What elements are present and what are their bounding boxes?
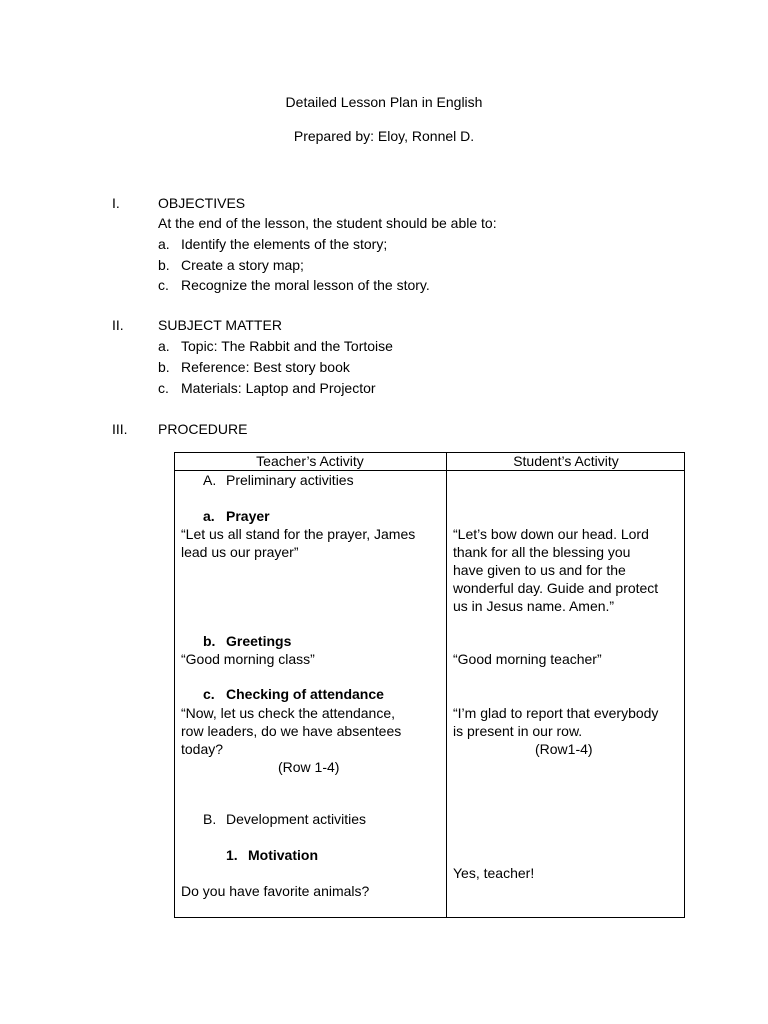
list-item: Identify the elements of the story; <box>181 236 388 252</box>
attendance-text: “Now, let us check the attendance, row leaders, do we have absentees today? <box>181 705 402 757</box>
attendance-note: (Row 1-4) <box>278 759 340 775</box>
motivation-response: Yes, teacher! <box>453 865 535 881</box>
motivation-heading: Motivation <box>248 847 318 863</box>
list-marker: c. <box>158 277 169 293</box>
teacher-activity-header: Teacher’s Activity <box>256 453 364 469</box>
section-numeral: I. <box>112 195 120 211</box>
list-item: Recognize the moral lesson of the story. <box>181 277 430 293</box>
section-heading: PROCEDURE <box>158 421 248 437</box>
greetings-heading: Greetings <box>226 633 292 649</box>
list-item: Topic: The Rabbit and the Tortoise <box>181 338 393 354</box>
list-marker: c. <box>158 380 169 396</box>
prayer-response: “Let’s bow down our head. Lord thank for all the blessing you have given to us and for the wonderful day. Guide and protect us in Jesus name. Amen.” <box>453 526 659 614</box>
list-marker: a. <box>158 338 170 354</box>
prayer-text: “Let us all stand for the prayer, James lead us our prayer” <box>181 526 416 560</box>
list-marker: b. <box>158 359 170 375</box>
objectives-intro: At the end of the lesson, the student should be able to: <box>158 215 497 231</box>
section-heading: OBJECTIVES <box>158 195 246 211</box>
list-marker: b. <box>203 633 216 649</box>
section-numeral: II. <box>112 317 124 333</box>
attendance-heading: Checking of attendance <box>226 686 384 702</box>
document-title: Detailed Lesson Plan in English <box>285 94 483 110</box>
column-divider <box>446 452 447 918</box>
list-marker: a. <box>158 236 170 252</box>
list-marker: a. <box>203 508 215 524</box>
section-heading: SUBJECT MATTER <box>158 317 282 333</box>
list-item: Materials: Laptop and Projector <box>181 380 376 396</box>
list-marker: B. <box>203 811 217 827</box>
greetings-response: “Good morning teacher” <box>453 651 602 667</box>
list-marker: 1. <box>226 847 238 863</box>
list-marker: c. <box>203 686 215 702</box>
prayer-heading: Prayer <box>226 508 270 524</box>
attendance-response: “I’m glad to report that everybody is present in our row. <box>453 705 659 739</box>
prepared-by: Prepared by: Eloy, Ronnel D. <box>293 128 475 144</box>
greetings-text: “Good morning class” <box>181 651 315 667</box>
list-marker: A. <box>203 472 217 488</box>
student-activity-header: Student’s Activity <box>513 453 619 469</box>
list-item: Reference: Best story book <box>181 359 350 375</box>
section-numeral: III. <box>112 421 128 437</box>
motivation-text: Do you have favorite animals? <box>181 883 370 899</box>
preliminary-activities-heading: Preliminary activities <box>226 472 354 488</box>
development-activities-heading: Development activities <box>226 811 367 827</box>
list-marker: b. <box>158 257 170 273</box>
list-item: Create a story map; <box>181 257 304 273</box>
attendance-response-note: (Row1-4) <box>535 741 593 757</box>
